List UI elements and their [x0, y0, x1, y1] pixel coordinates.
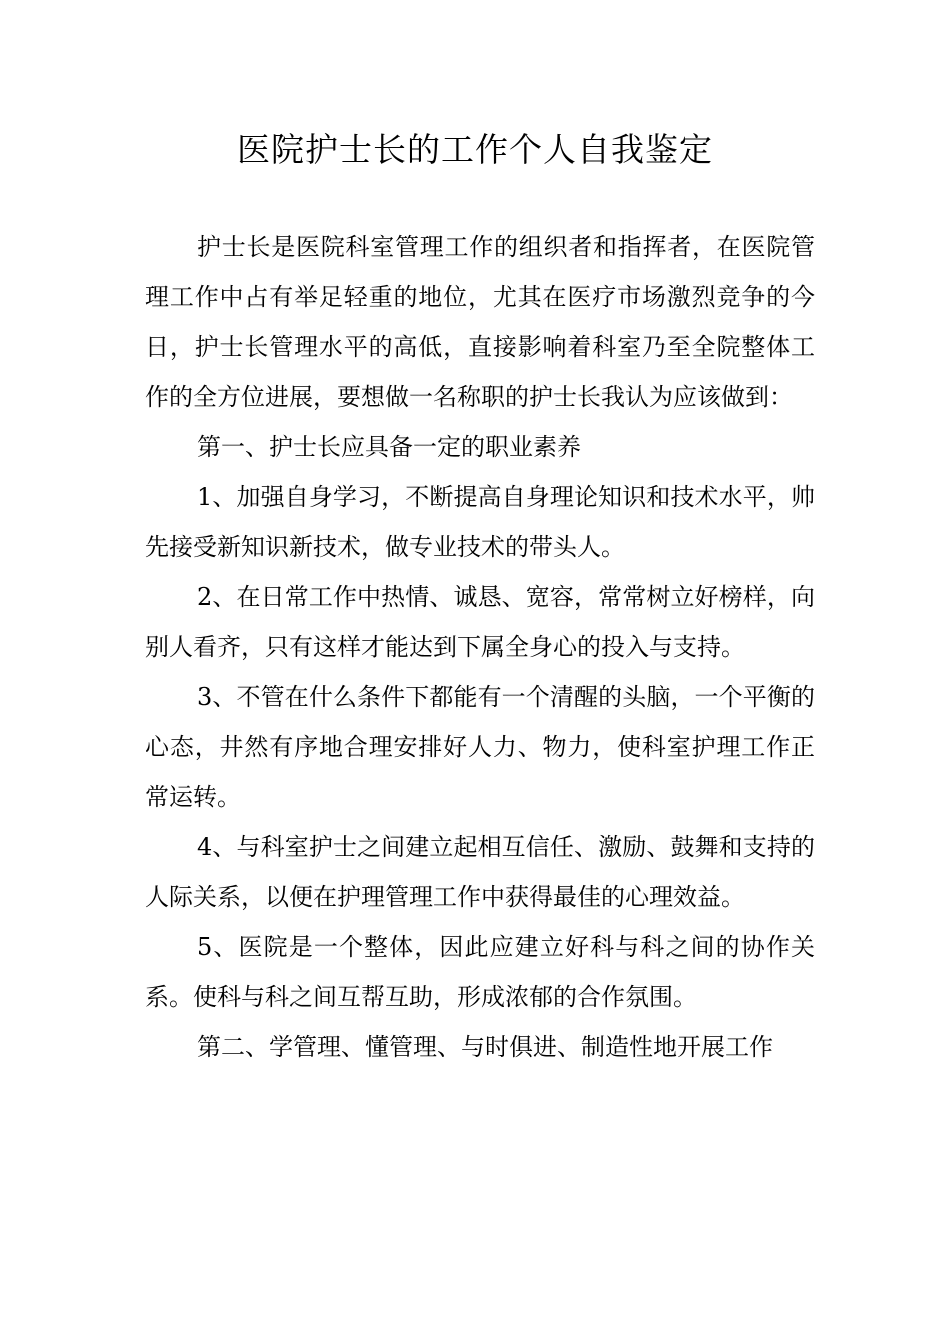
section-heading-2: 第二、学管理、懂管理、与时俱进、制造性地开展工作 [197, 1033, 773, 1061]
section-heading-1: 第一、护士长应具备一定的职业素养 [197, 433, 581, 461]
list-item-1: 1、加强自身学习，不断提高自身理论知识和技术水平，帅先接受新知识新技术，做专业技术的带头人。 [145, 483, 815, 561]
document-body [145, 222, 815, 1072]
paragraph-intro: 护士长是医院科室管理工作的组织者和指挥者，在医院管理工作中占有举足轻重的地位，尤其在医疗市场激烈竞争的今日，护士长管理水平的高低，直接影响着科室乃至全院整体工作的全方位进展，要想做一名称职的护士长我认为应该做到： [145, 233, 815, 411]
document-title: 医院护士长的工作个人自我鉴定 [237, 130, 713, 169]
list-item-5: 5、医院是一个整体，因此应建立好科与科之间的协作关系。使科与科之间互帮互助，形成浓郁的合作氛围。 [145, 933, 815, 1011]
list-item-4: 4、与科室护士之间建立起相互信任、激励、鼓舞和支持的人际关系，以便在护理管理工作中获得最佳的心理效益。 [145, 833, 815, 911]
list-item-2: 2、在日常工作中热情、诚恳、宽容，常常树立好榜样，向别人看齐，只有这样才能达到下属全身心的投入与支持。 [145, 583, 815, 661]
list-item-3: 3、不管在什么条件下都能有一个清醒的头脑，一个平衡的心态，井然有序地合理安排好人力、物力，使科室护理工作正常运转。 [145, 683, 815, 811]
